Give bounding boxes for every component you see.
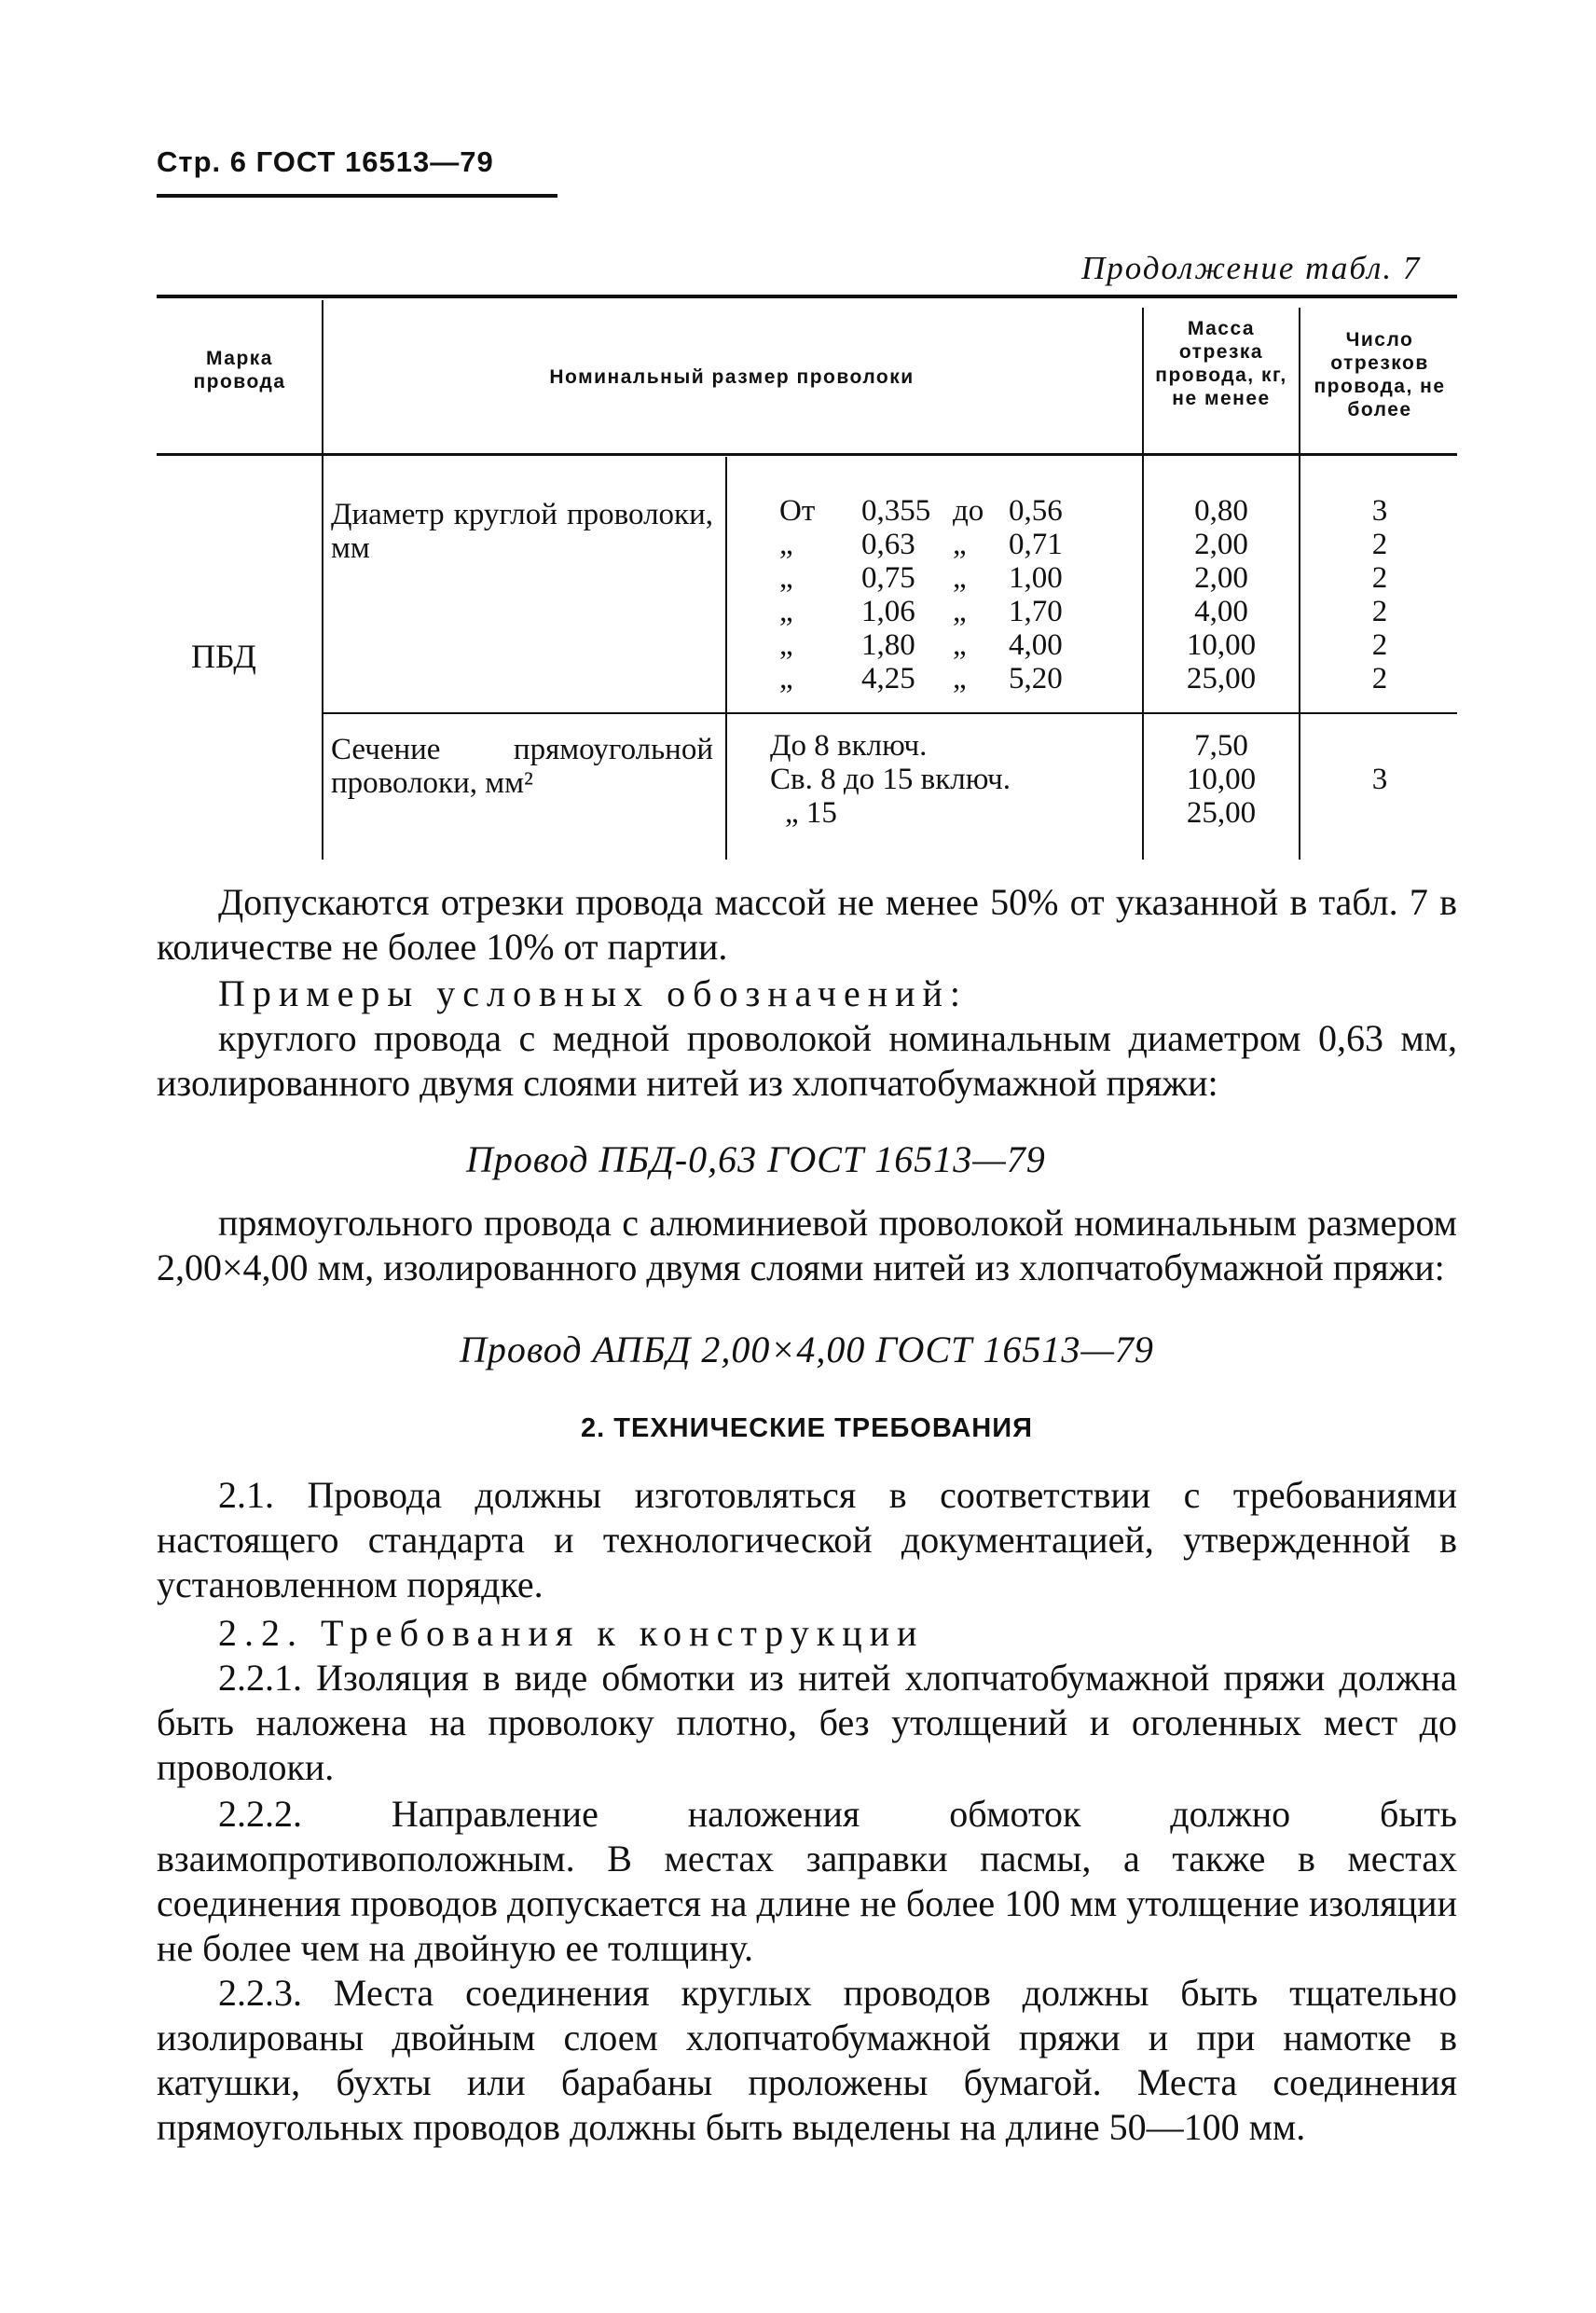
clause-2-2-2: 2.2.2. Направление наложения обмоток должно быть взаимопротивоположным. В местах заправки пасмы, а также в местах соединения проводов допускается на длине не более 100 мм утолщение изоляции не более чем на двойную ее толщину. — [157, 1793, 1457, 1969]
range-sep: „ — [953, 528, 967, 561]
range-from: 1,06 — [861, 595, 915, 628]
count-value: 2 — [1371, 628, 1388, 662]
count-value: 2 — [1371, 561, 1388, 595]
mass-value: 10,00 — [1186, 763, 1257, 796]
range-prefix: От — [779, 494, 816, 528]
clause-2-2: 2.2. Требования к конструкции — [218, 1612, 925, 1654]
mass-value: 0,80 — [1194, 494, 1248, 528]
header-rule — [157, 194, 557, 198]
example1-designation: Провод ПБД-0,63 ГОСТ 16513—79 — [466, 1138, 1046, 1180]
count-value: 3 — [1371, 494, 1388, 528]
range-sep: до — [953, 494, 984, 528]
table-col-divider-3 — [1142, 308, 1144, 860]
example1-description: круглого провода с медной проволокой номинальным диаметром 0,63 мм, изолированного двумя слоями нитей из хлопчатобумажной пряжи: — [157, 1017, 1457, 1104]
group2-ranges — [770, 729, 1011, 830]
group2-masses — [1149, 729, 1294, 830]
table-caption: Продолжение табл. 7 — [1081, 250, 1422, 286]
range-sep: „ — [953, 561, 967, 595]
header-nominal-size: Номинальный размер проволоки — [549, 366, 915, 388]
range-to: 4,00 — [1009, 628, 1063, 662]
mass-value: 2,00 — [1194, 561, 1248, 595]
mass-value: 25,00 — [1186, 796, 1257, 830]
mass-value: 2,00 — [1194, 528, 1248, 561]
page-header: Стр. 6 ГОСТ 16513—79 — [157, 145, 494, 178]
range-text: „ 15 — [785, 796, 837, 830]
header-mass: Масса отрезка провода, кг, не менее — [1155, 318, 1287, 409]
table-group-rule — [322, 712, 1457, 714]
range-from: 4,25 — [861, 662, 915, 695]
example2-description: прямоугольного провода с алюминиевой проволокой номинальным размером 2,00×4,00 мм, изолированного двумя слоями нитей из хлопчатобумажной пряжи: — [157, 1202, 1457, 1288]
range-prefix: „ — [779, 662, 793, 695]
header-brand: Марка провода — [193, 348, 286, 392]
clause-2-2-1: 2.2.1. Изоляция в виде обмотки из нитей хлопчатобумажной пряжи должна быть наложена на проволоку плотно, без утолщений и оголенных мест до проволоки. — [157, 1657, 1457, 1788]
examples-title: Примеры условных обозначений: — [218, 972, 969, 1014]
count-value: 2 — [1371, 662, 1388, 695]
range-from: 0,355 — [861, 494, 931, 528]
table-col-divider-2 — [725, 457, 727, 860]
group2-label: Сечение прямоугольной проволоки, мм² — [331, 733, 713, 800]
group1-masses — [1149, 494, 1294, 695]
table-header-rule — [157, 453, 1457, 456]
count-value: 2 — [1371, 595, 1388, 628]
header-count: Число отрезков провода, не более — [1314, 329, 1446, 420]
range-to: 1,70 — [1009, 595, 1063, 628]
range-row — [779, 628, 1063, 662]
range-to: 5,20 — [1009, 662, 1063, 695]
group2-count: 3 — [1371, 763, 1388, 796]
range-prefix: „ — [779, 528, 793, 561]
range-sep: „ — [953, 662, 967, 695]
range-prefix: „ — [779, 561, 793, 595]
mass-value: 7,50 — [1194, 729, 1248, 763]
count-value: 2 — [1371, 528, 1388, 561]
range-row — [779, 561, 1063, 595]
mass-value: 4,00 — [1194, 595, 1248, 628]
brand-cell: ПБД — [191, 638, 256, 675]
range-row — [779, 662, 1063, 695]
range-to: 0,56 — [1009, 494, 1063, 528]
table-col-divider-4 — [1299, 308, 1300, 860]
group1-label: Диаметр круглой проволоки, мм — [331, 498, 713, 565]
range-row — [779, 528, 1063, 561]
mass-value: 25,00 — [1186, 662, 1257, 695]
range-text: До 8 включ. — [770, 729, 928, 763]
range-sep: „ — [953, 628, 967, 662]
range-from: 0,75 — [861, 561, 915, 595]
range-to: 1,00 — [1009, 561, 1063, 595]
table-top-rule — [157, 295, 1457, 298]
range-row — [779, 595, 1063, 628]
range-row — [779, 494, 1063, 528]
range-to: 0,71 — [1009, 528, 1063, 561]
range-from: 1,80 — [861, 628, 915, 662]
group1-counts — [1305, 494, 1454, 695]
range-from: 0,63 — [861, 528, 915, 561]
group1-ranges — [779, 494, 1063, 695]
mass-value: 10,00 — [1186, 628, 1257, 662]
example2-designation: Провод АПБД 2,00×4,00 ГОСТ 16513—79 — [460, 1329, 1154, 1370]
range-text: Св. 8 до 15 включ. — [770, 763, 1011, 796]
section-2-title: 2. ТЕХНИЧЕСКИЕ ТРЕБОВАНИЯ — [581, 1413, 1033, 1443]
table-col-divider-1 — [322, 300, 323, 860]
clause-2-2-3: 2.2.3. Места соединения круглых проводов должны быть тщательно изолированы двойным слоем хлопчатобумажной пряжи и при намотке в катушки, бухты или барабаны проложены бумагой. Места соединения прямоугольных проводов должны быть выделены на длине 50—100 мм. — [157, 1972, 1457, 2148]
range-prefix: „ — [779, 628, 793, 662]
clause-2-1: 2.1. Провода должны изготовляться в соответствии с требованиями настоящего стандарта и технологической документацией, утвержденной в установленном порядке. — [157, 1474, 1457, 1605]
note-paragraph: Допускаются отрезки провода массой не менее 50% от указанной в табл. 7 в количестве не более 10% от партии. — [157, 881, 1457, 968]
range-prefix: „ — [779, 595, 793, 628]
range-sep: „ — [953, 595, 967, 628]
